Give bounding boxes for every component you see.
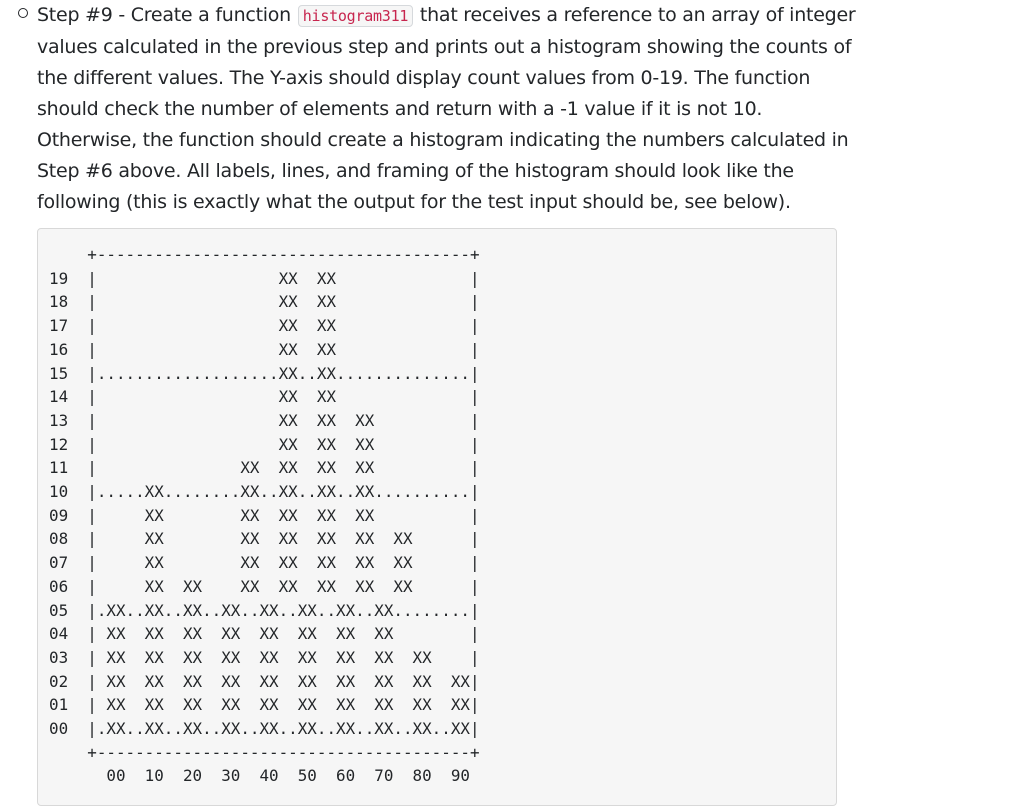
histogram-line: 06 | XX XX XX XX XX XX XX | bbox=[49, 576, 480, 596]
histogram-line: 00 10 20 30 40 50 60 70 80 90 bbox=[49, 766, 470, 786]
histogram-line: 15 |...................XX..XX..............| bbox=[49, 363, 480, 383]
hollow-circle-bullet-icon bbox=[18, 8, 28, 18]
histogram-line: 14 | XX XX | bbox=[49, 387, 480, 407]
histogram-line: 01 | XX XX XX XX XX XX XX XX XX XX| bbox=[49, 695, 480, 715]
histogram-line: 02 | XX XX XX XX XX XX XX XX XX XX| bbox=[49, 671, 480, 691]
histogram-line: +---------------------------------------+ bbox=[49, 245, 480, 264]
histogram-line: 03 | XX XX XX XX XX XX XX XX XX | bbox=[49, 647, 480, 667]
histogram-line: 08 | XX XX XX XX XX XX | bbox=[49, 529, 480, 549]
histogram-line: 10 |.....XX........XX..XX..XX..XX..........| bbox=[49, 482, 480, 502]
histogram-line: 07 | XX XX XX XX XX XX | bbox=[49, 553, 480, 573]
histogram-line: 05 |.XX..XX..XX..XX..XX..XX..XX..XX........| bbox=[49, 600, 480, 620]
step-9-description bbox=[37, 0, 857, 218]
histogram-line: 17 | XX XX | bbox=[49, 316, 480, 336]
histogram-line: 11 | XX XX XX XX | bbox=[49, 458, 480, 478]
histogram-line: 00 |.XX..XX..XX..XX..XX..XX..XX..XX..XX..XX| bbox=[49, 719, 480, 739]
step-text-before: Step #9 - Create a function bbox=[37, 4, 297, 26]
histogram-line: 13 | XX XX XX | bbox=[49, 410, 480, 430]
histogram-line: 16 | XX XX | bbox=[49, 339, 480, 359]
step-text-after: that receives a reference to an array of integer values calculated in the previous step and prints out a histogram showing the counts of the different values. The Y-axis should display count values from 0-19. The function should check the number of elements and return with a -1 value if it is not 10. Otherwise, the function should create a histogram indicating the numbers calculated in Step #6 above. All labels, lines, and framing of the histogram should look like the following (this is exactly what the output for the test input should be, see below). bbox=[37, 4, 856, 213]
histogram-line: 18 | XX XX | bbox=[49, 292, 480, 312]
step-9-list-item bbox=[18, 0, 857, 218]
histogram-line: +---------------------------------------+ bbox=[49, 742, 480, 762]
histogram-line: 12 | XX XX XX | bbox=[49, 434, 480, 454]
histogram-output bbox=[49, 243, 836, 788]
histogram-line: 04 | XX XX XX XX XX XX XX XX | bbox=[49, 624, 480, 644]
function-name-code: histogram311 bbox=[298, 5, 413, 27]
histogram-line: 09 | XX XX XX XX XX | bbox=[49, 505, 480, 525]
histogram-line: 19 | XX XX | bbox=[49, 268, 480, 288]
histogram-code-block bbox=[37, 228, 837, 806]
